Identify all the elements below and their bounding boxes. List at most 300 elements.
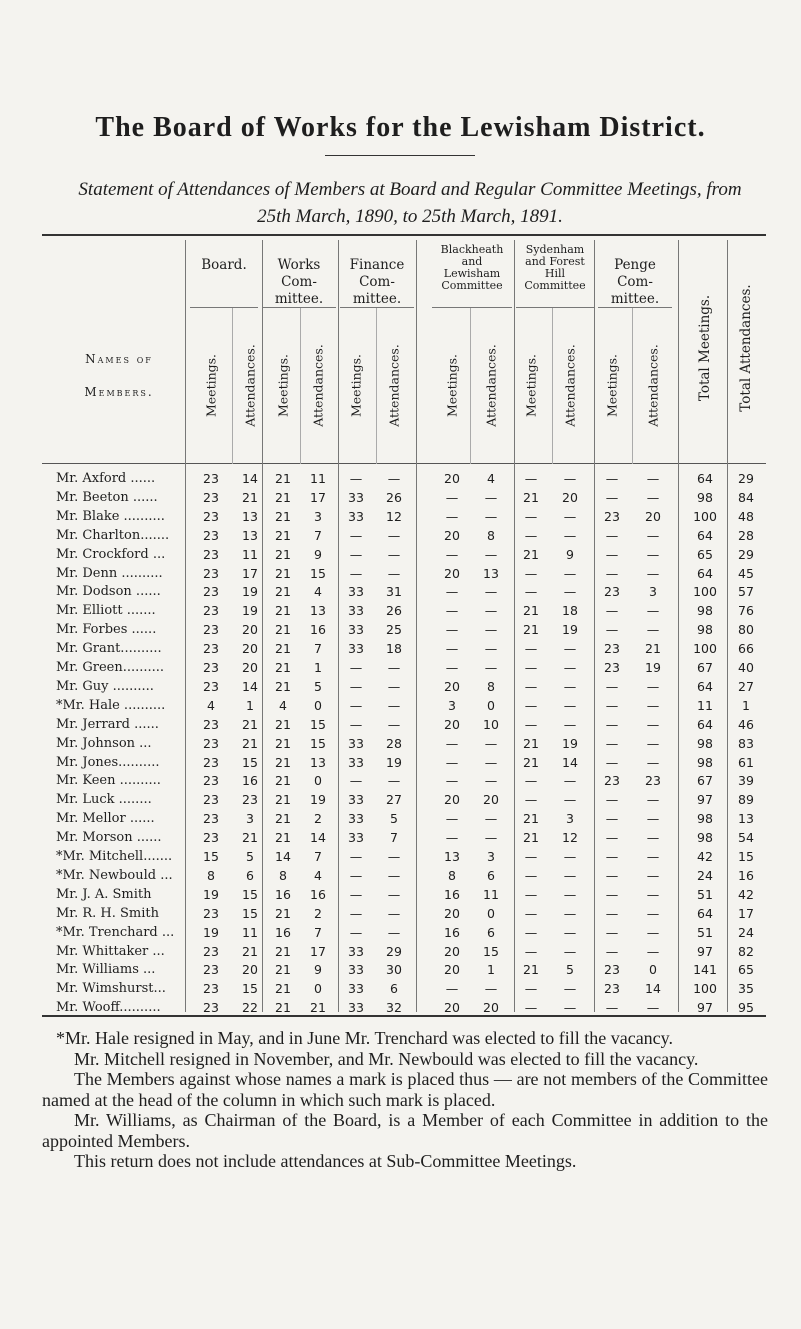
table-cell: — <box>349 471 363 486</box>
table-cell: 98 <box>697 603 713 619</box>
table-cell: 21 <box>275 735 291 751</box>
group-rule <box>262 307 336 308</box>
table-cell: — <box>445 754 459 770</box>
member-name: Mr. Jones.......... <box>56 754 160 770</box>
table-cell: 7 <box>314 641 322 657</box>
member-name: Mr. Axford ...... <box>56 471 156 486</box>
table-cell: — <box>646 565 660 581</box>
table-cell: 10 <box>483 716 499 732</box>
table-cell: 23 <box>203 943 219 959</box>
table-row <box>42 849 766 868</box>
table-cell: — <box>349 697 363 713</box>
table-cell: 11 <box>242 546 258 562</box>
table-cell: 15 <box>242 905 258 921</box>
table-cell: 23 <box>203 716 219 732</box>
attendances-header: Attendances. <box>483 344 499 427</box>
table-cell: — <box>387 849 401 864</box>
table-cell: — <box>563 565 577 581</box>
table-cell: 21 <box>523 962 539 978</box>
table-cell: 100 <box>693 508 717 524</box>
member-name: Mr. Whittaker ... <box>56 943 165 959</box>
table-cell: 100 <box>693 981 717 997</box>
table-row <box>42 528 766 547</box>
table-cell: 21 <box>275 508 291 524</box>
table-cell: — <box>484 603 498 619</box>
table-cell: — <box>445 735 459 751</box>
table-row <box>42 641 766 660</box>
table-cell: — <box>646 471 660 486</box>
table-cell: — <box>605 489 619 505</box>
table-cell: 4 <box>314 867 322 883</box>
table-cell: 98 <box>697 754 713 770</box>
table-cell: 24 <box>697 867 713 883</box>
table-cell: — <box>524 981 538 997</box>
table-cell: 23 <box>203 678 219 694</box>
table-cell: — <box>387 546 401 562</box>
table-cell: — <box>387 471 401 486</box>
table-cell: 27 <box>386 792 402 808</box>
member-name: Mr. Johnson ... <box>56 735 152 751</box>
table-cell: — <box>524 1000 538 1016</box>
table-cell: 8 <box>487 678 495 694</box>
table-cell: 23 <box>604 773 620 789</box>
table-cell: 24 <box>738 924 754 940</box>
table-cell: — <box>349 886 363 902</box>
table-cell: — <box>605 622 619 638</box>
table-cell: 19 <box>645 660 661 675</box>
table-cell: — <box>445 830 459 846</box>
table-cell: — <box>605 792 619 808</box>
table-cell: 20 <box>444 527 460 543</box>
table-cell: — <box>646 867 660 883</box>
table-cell: 20 <box>562 489 578 505</box>
table-cell: 20 <box>483 792 499 808</box>
member-name: *Mr. Newbould ... <box>56 867 173 883</box>
table-cell: 23 <box>203 489 219 505</box>
table-cell: 33 <box>348 584 364 600</box>
table-cell: 4 <box>207 697 215 713</box>
table-cell: 98 <box>697 811 713 827</box>
table-cell: 65 <box>738 962 754 978</box>
table-cell: 0 <box>487 905 495 921</box>
table-cell: — <box>524 641 538 657</box>
table-cell: 9 <box>566 546 574 562</box>
table-cell: 23 <box>203 905 219 921</box>
table-row <box>42 925 766 944</box>
table-cell: — <box>563 905 577 921</box>
table-cell: 8 <box>448 867 456 883</box>
table-cell: 23 <box>203 471 219 486</box>
table-cell: 7 <box>390 830 398 846</box>
table-cell: — <box>445 622 459 638</box>
table-cell: 6 <box>390 981 398 997</box>
table-cell: 19 <box>203 886 219 902</box>
table-cell: 15 <box>242 886 258 902</box>
table-cell: 1 <box>487 962 495 978</box>
table-cell: — <box>445 660 459 675</box>
table-cell: 23 <box>203 546 219 562</box>
table-cell: 141 <box>693 962 717 978</box>
table-cell: 14 <box>310 830 326 846</box>
table-cell: 28 <box>386 735 402 751</box>
group-rule <box>340 307 414 308</box>
table-cell: 3 <box>649 584 657 600</box>
table-cell: 7 <box>314 849 322 864</box>
table-cell: — <box>563 508 577 524</box>
table-cell: 6 <box>487 867 495 883</box>
table-cell: 13 <box>444 849 460 864</box>
table-cell: 20 <box>444 471 460 486</box>
table-cell: — <box>484 811 498 827</box>
table-cell: — <box>605 527 619 543</box>
table-cell: — <box>484 584 498 600</box>
table-row <box>42 660 766 679</box>
table-cell: 20 <box>444 962 460 978</box>
attendances-header: Attendances. <box>562 344 578 427</box>
table-cell: 21 <box>275 773 291 789</box>
table-row <box>42 679 766 698</box>
attendances-header: Attendances. <box>386 344 402 427</box>
table-cell: — <box>563 886 577 902</box>
table-cell: 21 <box>275 584 291 600</box>
table-cell: 42 <box>738 886 754 902</box>
table-cell: 18 <box>386 641 402 657</box>
table-cell: 6 <box>487 924 495 940</box>
table-cell: — <box>387 716 401 732</box>
table-cell: 33 <box>348 962 364 978</box>
table-cell: 15 <box>242 981 258 997</box>
table-cell: 17 <box>738 905 754 921</box>
table-cell: — <box>605 716 619 732</box>
table-cell: — <box>563 697 577 713</box>
table-cell: 12 <box>562 830 578 846</box>
table-cell: — <box>646 924 660 940</box>
table-cell: 11 <box>310 471 326 486</box>
table-row <box>42 887 766 906</box>
member-name: Mr. Wimshurst... <box>56 981 166 997</box>
table-cell: 3 <box>246 811 254 827</box>
table-cell: 64 <box>697 716 713 732</box>
table-cell: — <box>387 660 401 675</box>
table-cell: 65 <box>697 546 713 562</box>
table-cell: — <box>484 660 498 675</box>
table-cell: — <box>605 811 619 827</box>
table-cell: 21 <box>523 754 539 770</box>
table-cell: 20 <box>483 1000 499 1016</box>
table-cell: 21 <box>275 471 291 486</box>
table-cell: — <box>387 773 401 789</box>
table-cell: 54 <box>738 830 754 846</box>
table-cell: 8 <box>207 867 215 883</box>
table-cell: — <box>605 603 619 619</box>
title-rule <box>325 155 475 156</box>
table-cell: — <box>524 584 538 600</box>
table-cell: 13 <box>738 811 754 827</box>
table-cell: 1 <box>246 697 254 713</box>
table-cell: 80 <box>738 622 754 638</box>
table-cell: — <box>445 546 459 562</box>
table-cell: 11 <box>483 886 499 902</box>
table-cell: 20 <box>242 622 258 638</box>
table-cell: 17 <box>310 943 326 959</box>
member-name: Mr. Williams ... <box>56 962 156 978</box>
table-cell: — <box>484 641 498 657</box>
table-cell: 39 <box>738 773 754 789</box>
table-cell: 98 <box>697 830 713 846</box>
table-cell: — <box>524 867 538 883</box>
table-cell: 20 <box>444 943 460 959</box>
table-cell: 95 <box>738 1000 754 1016</box>
table-cell: 21 <box>275 943 291 959</box>
table-cell: — <box>524 924 538 940</box>
table-row <box>42 773 766 792</box>
table-cell: 21 <box>523 830 539 846</box>
table-cell: 16 <box>444 886 460 902</box>
table-cell: 21 <box>310 1000 326 1016</box>
table-cell: 1 <box>742 697 750 713</box>
table-cell: 5 <box>246 849 254 864</box>
table-cell: 16 <box>242 773 258 789</box>
table-cell: — <box>646 830 660 846</box>
table-cell: 21 <box>523 489 539 505</box>
table-cell: — <box>563 527 577 543</box>
member-name: Mr. Wooff.......... <box>56 1000 161 1016</box>
table-cell: 100 <box>693 584 717 600</box>
table-cell: — <box>445 641 459 657</box>
table-cell: 21 <box>242 735 258 751</box>
table-cell: 20 <box>444 792 460 808</box>
table-cell: 21 <box>523 603 539 619</box>
attendances-header: Attendances. <box>242 344 258 427</box>
table-cell: 28 <box>738 527 754 543</box>
table-cell: — <box>563 981 577 997</box>
table-cell: — <box>349 527 363 543</box>
table-cell: — <box>387 527 401 543</box>
table-cell: 0 <box>487 697 495 713</box>
table-row <box>42 566 766 585</box>
table-cell: — <box>445 489 459 505</box>
table-cell: 29 <box>738 546 754 562</box>
table-cell: 64 <box>697 678 713 694</box>
table-cell: — <box>646 943 660 959</box>
table-cell: — <box>387 924 401 940</box>
table-cell: 21 <box>275 678 291 694</box>
table-cell: 21 <box>275 830 291 846</box>
page-title: The Board of Works for the Lewisham District. <box>95 112 706 143</box>
table-cell: — <box>605 546 619 562</box>
table-cell: 7 <box>314 924 322 940</box>
group-rule <box>598 307 672 308</box>
table-cell: — <box>646 603 660 619</box>
table-cell: — <box>563 867 577 883</box>
table-cell: 30 <box>386 962 402 978</box>
table-cell: 23 <box>203 754 219 770</box>
table-cell: 21 <box>275 981 291 997</box>
table-cell: 67 <box>697 660 713 675</box>
table-cell: — <box>524 508 538 524</box>
table-cell: — <box>349 565 363 581</box>
table-cell: 66 <box>738 641 754 657</box>
table-cell: 33 <box>348 1000 364 1016</box>
table-cell: 20 <box>444 565 460 581</box>
note-williams: Mr. Williams, as Chairman of the Board, is a Member of each Committee in addition to the appointed Members. <box>42 1110 768 1151</box>
table-cell: — <box>563 660 577 675</box>
table-cell: — <box>484 546 498 562</box>
table-cell: 23 <box>203 830 219 846</box>
member-name: Mr. Beeton ...... <box>56 489 158 505</box>
table-cell: 64 <box>697 527 713 543</box>
member-name: *Mr. Hale .......... <box>56 697 166 713</box>
table-cell: 5 <box>390 811 398 827</box>
table-cell: 5 <box>566 962 574 978</box>
table-cell: 89 <box>738 792 754 808</box>
table-cell: 16 <box>275 886 291 902</box>
meetings-header: Meetings. <box>348 353 364 418</box>
table-cell: 21 <box>523 811 539 827</box>
group-header: Sydenham and Forest Hill Committee <box>524 243 586 292</box>
table-cell: 7 <box>314 527 322 543</box>
table-cell: 61 <box>738 754 754 770</box>
table-cell: — <box>484 508 498 524</box>
table-cell: — <box>349 905 363 921</box>
table-cell: 13 <box>310 754 326 770</box>
member-name: Mr. Keen .......... <box>56 773 161 789</box>
table-cell: 45 <box>738 565 754 581</box>
table-cell: — <box>484 622 498 638</box>
member-name: Mr. Denn .......... <box>56 565 163 581</box>
table-cell: 33 <box>348 830 364 846</box>
table-cell: 2 <box>314 905 322 921</box>
table-cell: 23 <box>203 811 219 827</box>
table-cell: — <box>646 849 660 864</box>
table-cell: 15 <box>483 943 499 959</box>
table-cell: 14 <box>645 981 661 997</box>
group-header: Board. <box>201 257 247 273</box>
table-cell: 64 <box>697 565 713 581</box>
total-attendances-header: Total Attendances. <box>738 284 754 412</box>
table-cell: — <box>524 849 538 864</box>
table-cell: — <box>563 641 577 657</box>
table-header-rule <box>42 463 766 464</box>
table-cell: — <box>524 773 538 789</box>
table-cell: 64 <box>697 471 713 486</box>
member-name: Mr. Blake .......... <box>56 508 165 524</box>
table-cell: — <box>349 849 363 864</box>
table-row <box>42 811 766 830</box>
table-cell: 3 <box>314 508 322 524</box>
table-cell: — <box>605 697 619 713</box>
table-cell: — <box>646 735 660 751</box>
table-cell: — <box>387 867 401 883</box>
table-cell: — <box>605 754 619 770</box>
table-cell: 14 <box>242 678 258 694</box>
table-cell: 29 <box>738 471 754 486</box>
member-name: *Mr. Mitchell....... <box>56 849 173 864</box>
table-cell: — <box>563 773 577 789</box>
table-cell: 21 <box>242 830 258 846</box>
table-cell: 0 <box>314 981 322 997</box>
table-row <box>42 962 766 981</box>
table-cell: 16 <box>444 924 460 940</box>
table-cell: 3 <box>566 811 574 827</box>
table-row <box>42 717 766 736</box>
table-cell: 4 <box>487 471 495 486</box>
table-cell: 12 <box>386 508 402 524</box>
table-cell: 42 <box>697 849 713 864</box>
table-cell: — <box>605 830 619 846</box>
table-cell: 20 <box>444 905 460 921</box>
table-cell: — <box>646 697 660 713</box>
names-header: Names of Members. <box>84 352 154 399</box>
sub-column-divider <box>376 308 377 464</box>
table-cell: — <box>349 660 363 675</box>
table-cell: 21 <box>275 905 291 921</box>
table-cell: — <box>445 584 459 600</box>
table-cell: — <box>524 565 538 581</box>
sub-column-divider <box>632 308 633 464</box>
footnotes <box>42 1028 768 1172</box>
table-cell: — <box>563 1000 577 1016</box>
table-cell: — <box>605 943 619 959</box>
table-cell: 23 <box>604 508 620 524</box>
table-cell: — <box>484 981 498 997</box>
table-cell: 11 <box>242 924 258 940</box>
table-cell: 18 <box>562 603 578 619</box>
table-cell: 23 <box>203 792 219 808</box>
table-cell: 8 <box>487 527 495 543</box>
table-cell: 23 <box>203 508 219 524</box>
table-cell: 21 <box>275 962 291 978</box>
table-cell: 21 <box>275 489 291 505</box>
table-cell: 48 <box>738 508 754 524</box>
table-cell: 14 <box>242 471 258 486</box>
table-cell: 5 <box>314 678 322 694</box>
table-row <box>42 471 766 490</box>
table-cell: — <box>563 849 577 864</box>
table-cell: — <box>646 811 660 827</box>
table-cell: 21 <box>275 546 291 562</box>
table-cell: — <box>605 924 619 940</box>
table-cell: 3 <box>448 697 456 713</box>
table-row <box>42 736 766 755</box>
table-cell: — <box>484 754 498 770</box>
table-cell: 0 <box>649 962 657 978</box>
table-cell: 19 <box>242 584 258 600</box>
table-row <box>42 547 766 566</box>
table-cell: 21 <box>275 792 291 808</box>
table-row <box>42 698 766 717</box>
table-cell: 98 <box>697 489 713 505</box>
table-cell: 15 <box>738 849 754 864</box>
table-cell: — <box>646 886 660 902</box>
table-cell: — <box>349 867 363 883</box>
table-cell: 19 <box>203 924 219 940</box>
table-cell: 51 <box>697 886 713 902</box>
table-cell: — <box>563 678 577 694</box>
table-cell: — <box>387 697 401 713</box>
table-cell: — <box>445 508 459 524</box>
table-cell: 97 <box>697 1000 713 1016</box>
table-cell: 21 <box>275 811 291 827</box>
member-name: *Mr. Trenchard ... <box>56 924 175 940</box>
table-cell: 21 <box>275 603 291 619</box>
table-cell: — <box>349 546 363 562</box>
table-cell: — <box>524 886 538 902</box>
member-name: Mr. Luck ........ <box>56 792 152 808</box>
table-cell: 23 <box>203 565 219 581</box>
table-cell: 33 <box>348 622 364 638</box>
table-cell: 20 <box>444 1000 460 1016</box>
